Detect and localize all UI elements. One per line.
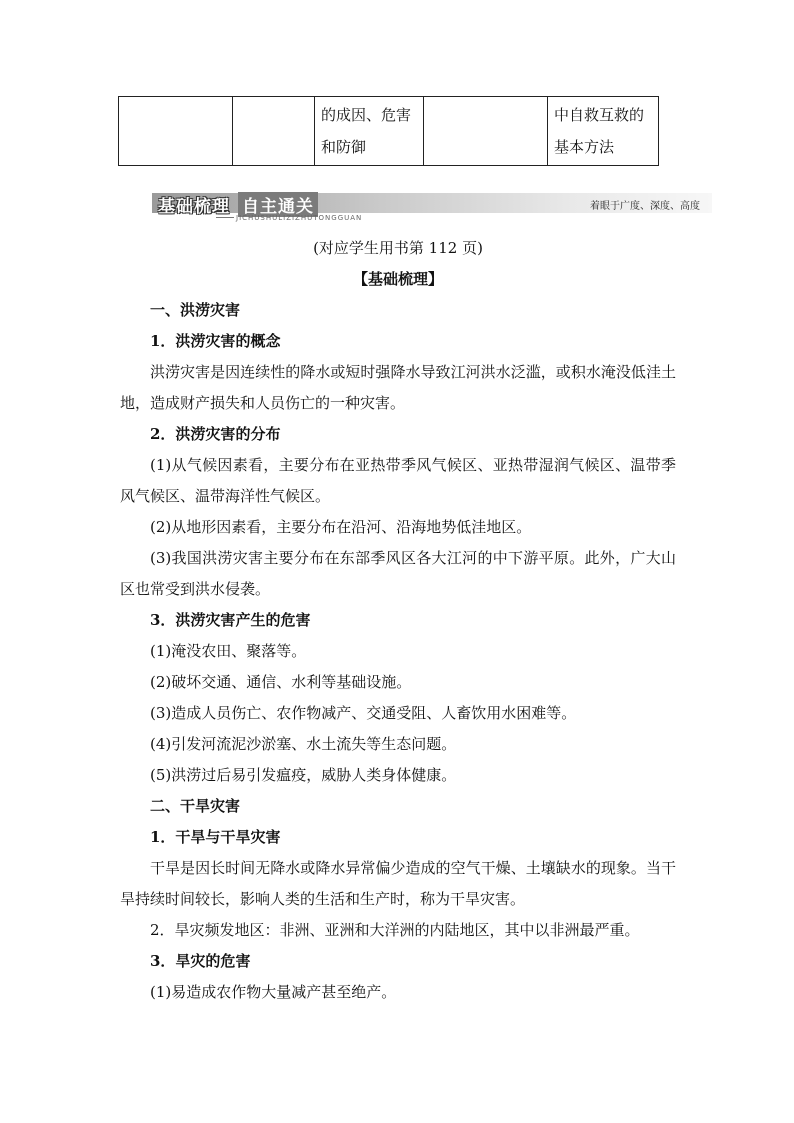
table-cell [233,97,315,166]
table-cell [119,97,233,166]
top-table [118,96,659,166]
table-cell: 的成因、危害和防御 [315,97,424,166]
banner-title-a: 基础梳理 [158,197,230,217]
table-cell [424,97,548,166]
paragraph-climate: (1)从气候因素看，主要分布在亚热带季风气候区、亚热带湿润气候区、温带季风气候区、温带海洋性气候区。 [120,456,676,505]
heading-drought: 二、干旱灾害 [150,797,241,815]
subheading-drought-def: 1．干旱与干旱灾害 [150,828,281,846]
list-item: (1)淹没农田、聚落等。 [150,642,307,660]
subheading-hazards: 3．洪涝灾害产生的危害 [150,611,311,629]
heading-floods: 一、洪涝灾害 [150,301,241,319]
paragraph-china: (3)我国洪涝灾害主要分布在东部季风区各大江河的中下游平原。此外，广大山区也常受到洪水侵袭。 [120,549,676,598]
banner-pinyin: JICHUSHULIZIZHUTONGGUAN [236,214,363,222]
paragraph-drought-def: 干旱是因长时间无降水或降水异常偏少造成的空气干燥、土壤缺水的现象。当干旱持续时间较长，影响人类的生活和生产时，称为干旱灾害。 [120,859,676,908]
subheading-distribution: 2．洪涝灾害的分布 [150,425,281,443]
list-item: (3)造成人员伤亡、农作物减产、交通受阻、人畜饮用水困难等。 [150,704,577,722]
subheading-concept: 1．洪涝灾害的概念 [150,332,281,350]
subheading-drought-hazards: 3．旱灾的危害 [150,952,251,970]
section-title: 【基础梳理】 [352,270,443,288]
paragraph-terrain: (2)从地形因素看，主要分布在沿河、沿海地势低洼地区。 [150,518,532,536]
table-cell: 中自救互救的基本方法 [548,97,659,166]
list-item: (5)洪涝过后易引发瘟疫，威胁人类身体健康。 [150,766,457,784]
table-row [119,97,659,166]
list-item: (2)破坏交通、通信、水利等基础设施。 [150,673,412,691]
page-reference: (对应学生用书第 112 页) [313,239,483,257]
banner-title-b: 自主通关 [238,192,318,217]
paragraph-concept: 洪涝灾害是因连续性的降水或短时强降水导致江河洪水泛滥，或积水淹没低洼土地，造成财产损失和人员伤亡的一种灾害。 [120,363,676,412]
banner-rule [216,217,234,218]
paragraph-drought-areas: 2．旱灾频发地区：非洲、亚洲和大洋洲的内陆地区，其中以非洲最严重。 [150,921,640,939]
list-item: (1)易造成农作物大量减产甚至绝产。 [150,983,397,1001]
list-item: (4)引发河流泥沙淤塞、水土流失等生态问题。 [150,735,457,753]
banner-tagline: 着眼于广度、深度、高度 [590,201,700,212]
document-body [120,233,676,1008]
section-banner [152,193,712,221]
